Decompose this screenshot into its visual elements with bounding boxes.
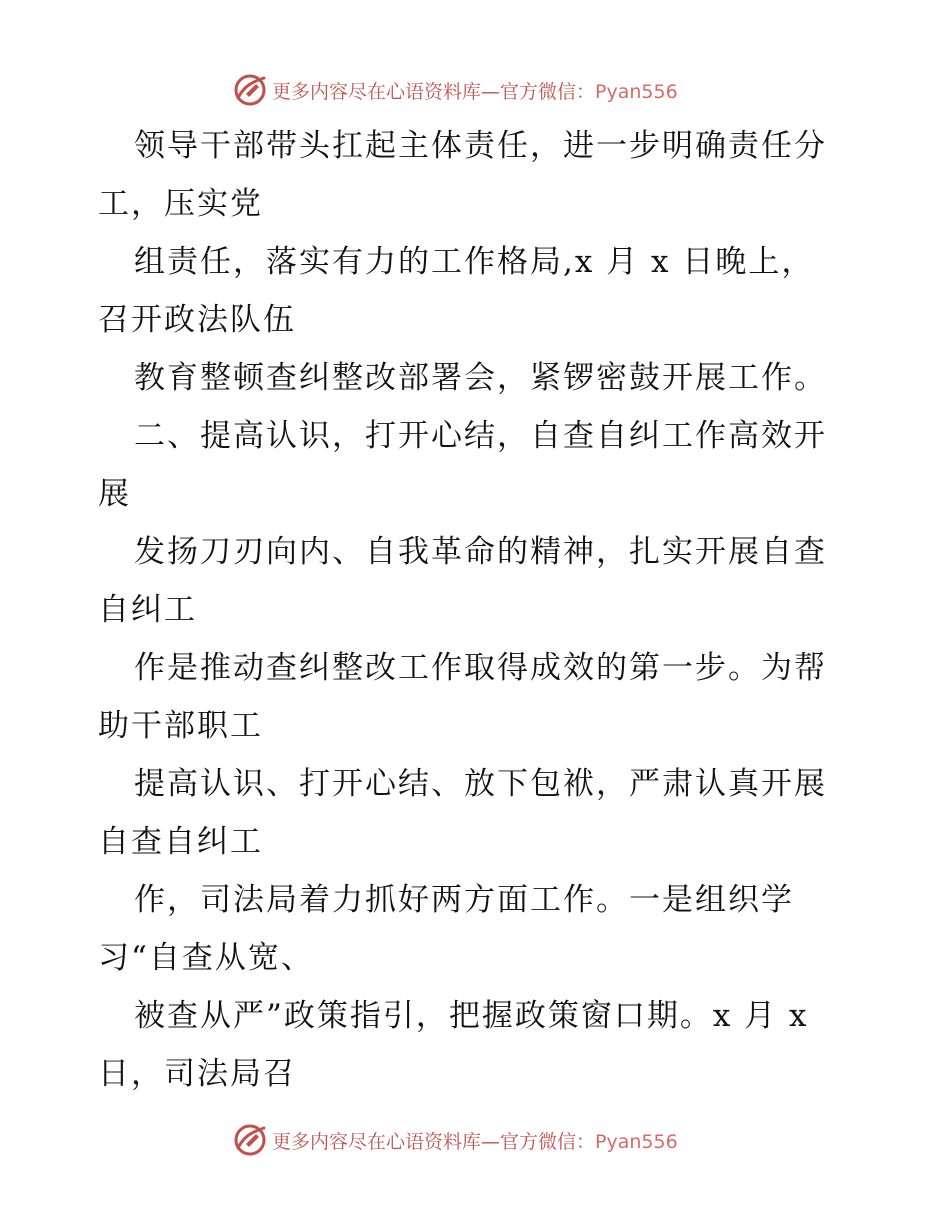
body-line: 日，司法局召: [98, 1056, 296, 1092]
pen-logo-icon: [232, 72, 268, 108]
body-line: 习“自查从宽、: [98, 940, 314, 976]
watermark-label: 官方微信：: [500, 80, 596, 103]
body-line: 工，压实党: [98, 186, 263, 222]
body-line: 作，司法局着力抓好两方面工作。一是组织学: [134, 882, 794, 918]
body-line: 领导干部带头扛起主体责任，进一步明确责任分: [134, 128, 827, 164]
body-line: 助干部职工: [98, 708, 263, 744]
watermark-label: 官方微信：: [500, 1130, 596, 1153]
body-line: 教育整顿查纠整改部署会，紧锣密鼓开展工作。: [134, 360, 827, 396]
pen-logo-icon: [232, 1122, 268, 1158]
body-line: 组责任，落实有力的工作格局,x 月 x 日晚上，: [134, 244, 815, 280]
body-line: 自纠工: [98, 592, 197, 628]
body-line: 提高认识、打开心结、放下包袱，严肃认真开展: [134, 766, 827, 802]
watermark-handle: Pyan556: [595, 80, 678, 103]
watermark-text: 更多内容尽在心语资料库: [272, 1130, 482, 1153]
watermark-handle: Pyan556: [595, 1130, 678, 1153]
body-line: 展: [98, 476, 131, 512]
body-line: 自查自纠工: [98, 824, 263, 860]
section-heading: 二、提高认识，打开心结，自查自纠工作高效开: [134, 418, 827, 454]
watermark-text: 更多内容尽在心语资料库: [272, 80, 482, 103]
body-line: 发扬刀刃向内、自我革命的精神，扎实开展自查: [134, 534, 827, 570]
watermark-separator: —: [481, 80, 501, 103]
body-line: 被查从严”政策指引，把握政策窗口期。x 月 x: [134, 998, 809, 1034]
body-line: 作是推动查纠整改工作取得成效的第一步。为帮: [134, 650, 827, 686]
watermark-separator: —: [481, 1130, 501, 1153]
header-watermark: [232, 70, 678, 110]
body-line: 召开政法队伍: [98, 302, 296, 338]
footer-watermark: [232, 1120, 678, 1160]
